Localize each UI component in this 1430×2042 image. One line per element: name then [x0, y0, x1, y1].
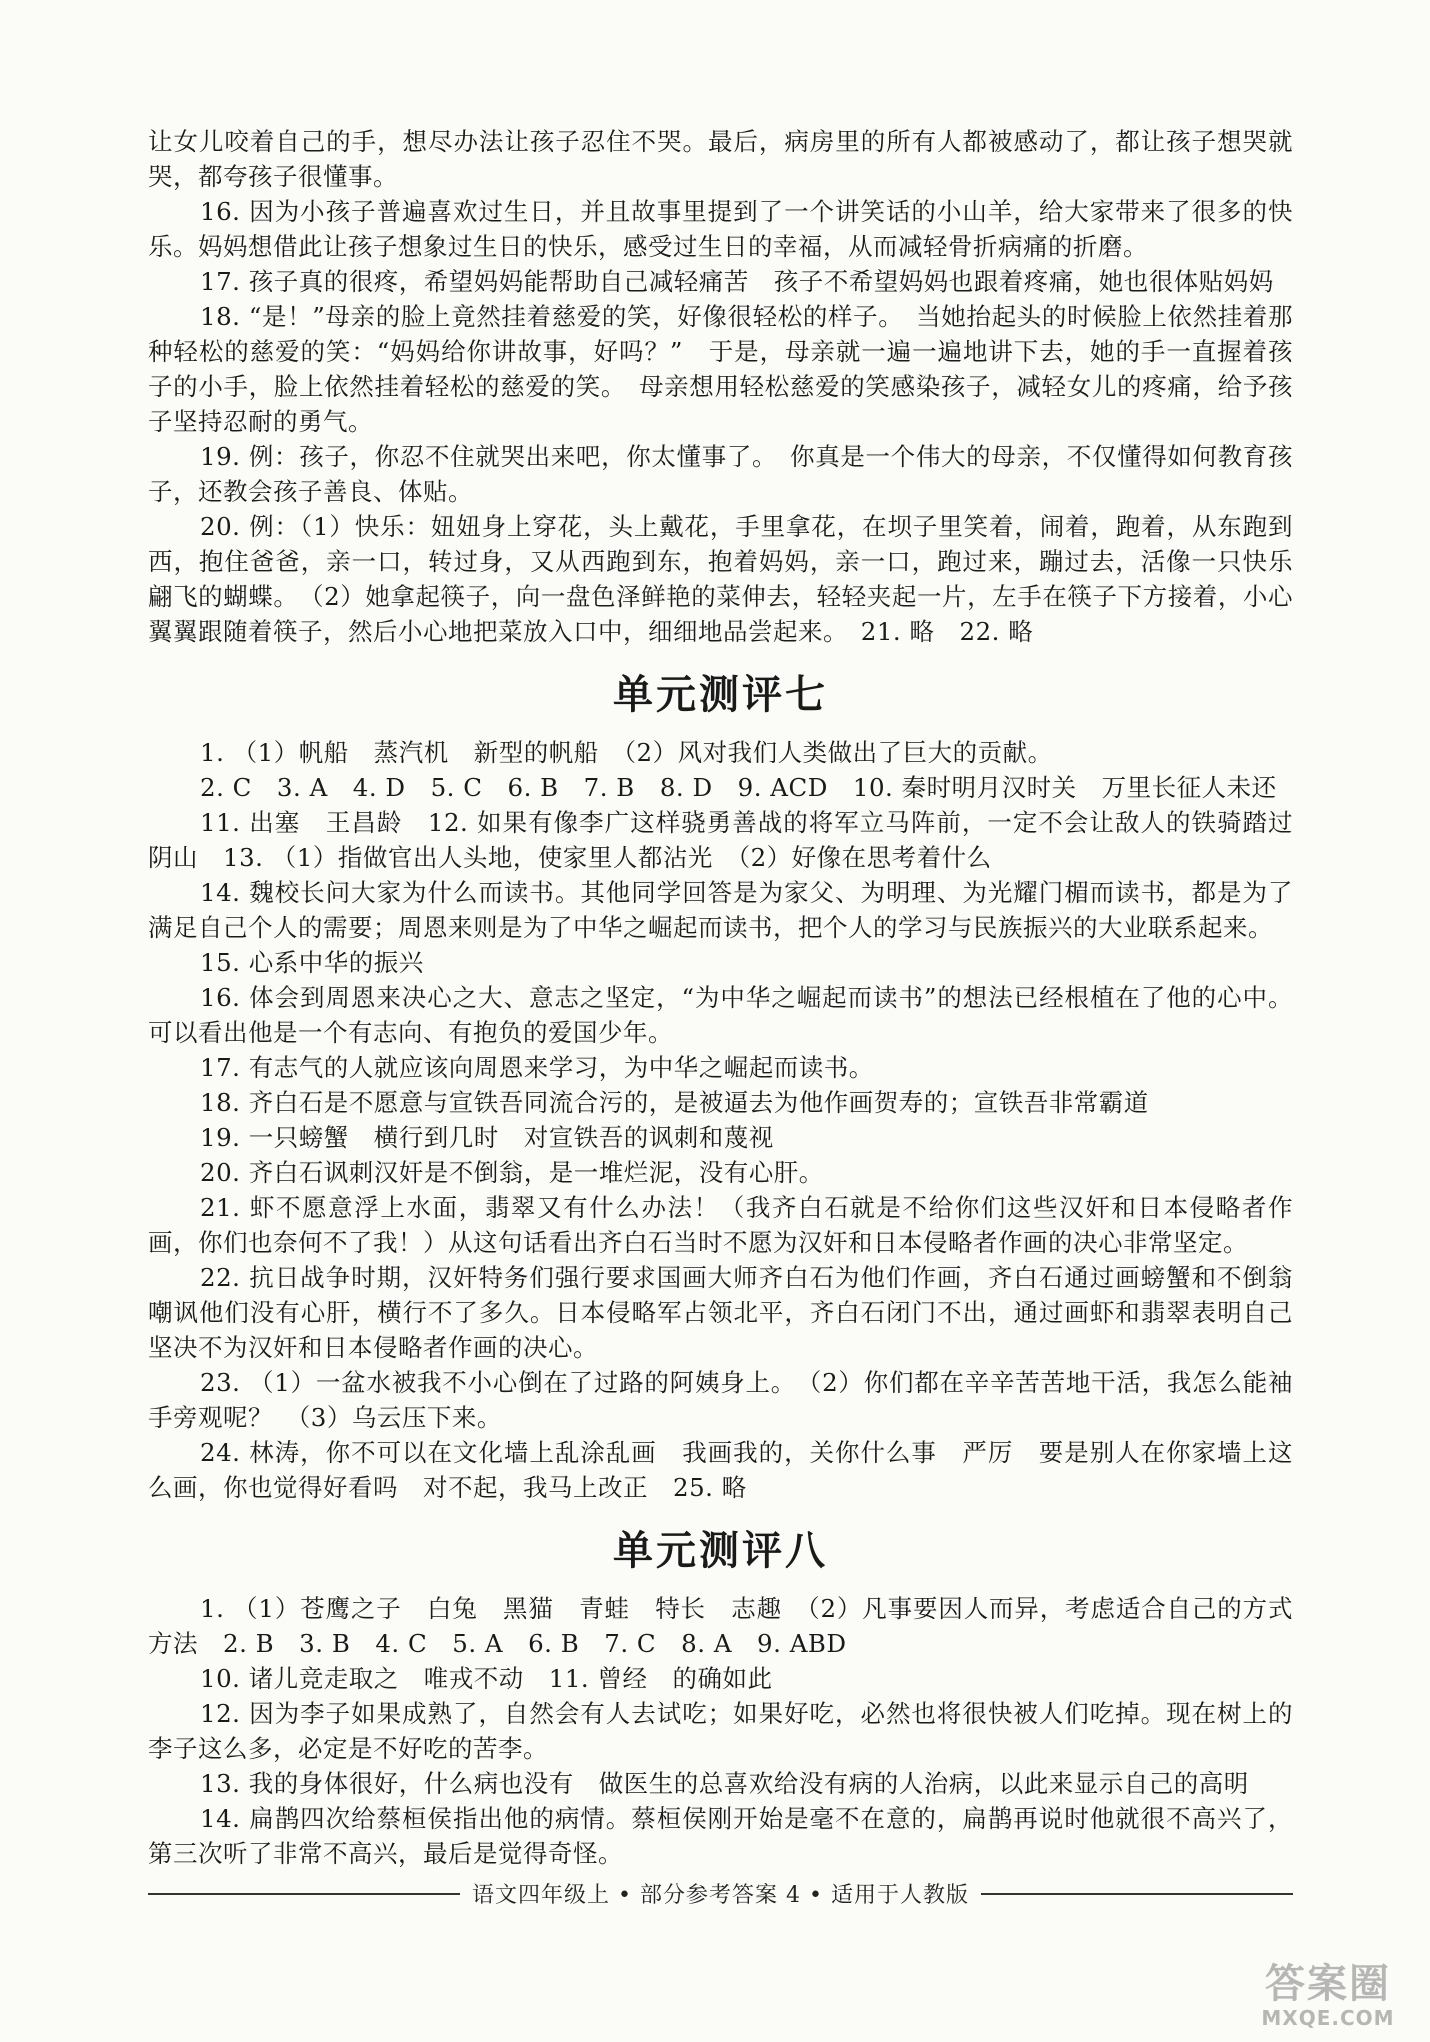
answer-page [148, 124, 1293, 1871]
answer-paragraph: 1. （1）帆船 蒸汽机 新型的帆船 （2）风对我们人类做出了巨大的贡献。 [200, 738, 1053, 767]
footer-text: 语文四年级上 • 部分参考答案 4 • 适用于人教版 [472, 1883, 969, 1908]
answer-paragraph: 20. 例：（1）快乐：妞妞身上穿花，头上戴花，手里拿花，在坝子里笑着，闹着，跑着，从东跑到西，抱住爸爸，亲一口，转过身，又从西跑到东，抱着妈妈，亲一口，跑过来，蹦过去，活像一只快乐翩飞的蝴蝶。 （2）她拿起筷子，向一盘色泽鲜艳的菜伸去，轻轻夹起一片，左手在筷子下方接着，小心翼翼跟随着筷子，然后小心地把菜放入口中，细细地品尝起来。 21. 略 22. 略 [148, 512, 1293, 646]
answer-paragraph: 13. 我的身体很好，什么病也没有 做医生的总喜欢给没有病的人治病，以此来显示自己的高明 [200, 1769, 1249, 1798]
answer-paragraph: 20. 齐白石讽刺汉奸是不倒翁，是一堆烂泥，没有心肝。 [200, 1158, 824, 1187]
answer-paragraph: 11. 出塞 王昌龄 12. 如果有像李广这样骁勇善战的将军立马阵前，一定不会让敌人的铁骑踏过阴山 13. （1）指做官出人头地，使家里人都沾光 （2）好像在思考着什么 [148, 808, 1293, 872]
section-prev-answers [148, 124, 1293, 649]
watermark-logo [1248, 1962, 1408, 2030]
answer-paragraph: 17. 孩子真的很疼，希望妈妈能帮助自己减轻痛苦 孩子不希望妈妈也跟着疼痛，她也很体贴妈妈 [200, 267, 1274, 296]
section-heading-unit-8: 单元测评八 [613, 1528, 828, 1574]
answer-paragraph: 19. 一只螃蟹 横行到几时 对宣铁吾的讽刺和蔑视 [200, 1123, 774, 1152]
answer-paragraph: 23. （1）一盆水被我不小心倒在了过路的阿姨身上。 （2）你们都在辛辛苦苦地干活，我怎么能袖手旁观呢？ （3）乌云压下来。 [148, 1368, 1293, 1432]
footer-rule-left [148, 1893, 460, 1895]
answer-paragraph: 16. 体会到周恩来决心之大、意志之坚定，“为中华之崛起而读书”的想法已经根植在了他的心中。可以看出他是一个有志向、有抱负的爱国少年。 [148, 983, 1293, 1047]
answer-paragraph: 24. 林涛，你不可以在文化墙上乱涂乱画 我画我的，关你什么事 严厉 要是别人在你家墙上这么画，你也觉得好看吗 对不起，我马上改正 25. 略 [148, 1438, 1293, 1502]
answer-paragraph: 21. 虾不愿意浮上水面，翡翠又有什么办法！（我齐白石就是不给你们这些汉奸和日本侵略者作画，你们也奈何不了我！）从这句话看出齐白石当时不愿为汉奸和日本侵略者作画的决心非常坚定。 [148, 1193, 1293, 1257]
answer-paragraph: 1. （1）苍鹰之子 白兔 黑猫 青蛙 特长 志趣 （2）凡事要因人而异，考虑适合自己的方式方法 2. B 3. B 4. C 5. A 6. B 7. C 8. A 9. ABD [148, 1594, 1293, 1658]
answer-paragraph: 18. 齐白石是不愿意与宣铁吾同流合污的，是被逼去为他作画贺寿的；宣铁吾非常霸道 [200, 1088, 1149, 1117]
answer-paragraph: 10. 诸儿竞走取之 唯戎不动 11. 曾经 的确如此 [200, 1664, 773, 1693]
answer-paragraph: 14. 魏校长问大家为什么而读书。其他同学回答是为家父、为明理、为光耀门楣而读书，都是为了满足自己个人的需要；周恩来则是为了中华之崛起而读书，把个人的学习与民族振兴的大业联系起来。 [148, 878, 1293, 942]
answer-paragraph: 17. 有志气的人就应该向周恩来学习，为中华之崛起而读书。 [200, 1053, 874, 1082]
answer-paragraph: 14. 扁鹊四次给蔡桓侯指出他的病情。蔡桓侯刚开始是毫不在意的，扁鹊再说时他就很不高兴了，第三次听了非常不高兴，最后是觉得奇怪。 [148, 1804, 1293, 1868]
answer-paragraph: 19. 例：孩子，你忍不住就哭出来吧，你太懂事了。 你真是一个伟大的母亲，不仅懂得如何教育孩子，还教会孩子善良、体贴。 [148, 442, 1293, 506]
answer-paragraph: 12. 因为李子如果成熟了，自然会有人去试吃；如果好吃，必然也将很快被人们吃掉。现在树上的李子这么多，必定是不好吃的苦李。 [148, 1699, 1293, 1763]
answer-paragraph: 2. C 3. A 4. D 5. C 6. B 7. B 8. D 9. ACD 10. 秦时明月汉时关 万里长征人未还 [200, 773, 1277, 802]
page-footer [148, 1878, 1293, 1909]
section-unit-7-answers [148, 735, 1293, 1505]
answer-paragraph: 15. 心系中华的振兴 [200, 948, 424, 977]
section-heading-unit-7: 单元测评七 [613, 672, 828, 718]
watermark-url: MXQE.COM [1261, 2006, 1395, 2030]
answer-paragraph: 18. “是！”母亲的脸上竟然挂着慈爱的笑，好像很轻松的样子。 当她抬起头的时候脸上依然挂着那种轻松的慈爱的笑：“妈妈给你讲故事，好吗？” 于是，母亲就一遍一遍地讲下去，她的手一直握着孩子的小手，脸上依然挂着轻松的慈爱的笑。 母亲想用轻松慈爱的笑感染孩子，减轻女儿的疼痛，给予孩子坚持忍耐的勇气。 [148, 302, 1293, 436]
footer-rule-right [981, 1893, 1293, 1895]
answer-paragraph: 16. 因为小孩子普遍喜欢过生日，并且故事里提到了一个讲笑话的小山羊，给大家带来了很多的快乐。妈妈想借此让孩子想象过生日的快乐，感受过生日的幸福，从而减轻骨折病痛的折磨。 [148, 197, 1293, 261]
watermark-logo-text: 答案圈 [1265, 1961, 1391, 2007]
answer-paragraph: 22. 抗日战争时期，汉奸特务们强行要求国画大师齐白石为他们作画，齐白石通过画螃蟹和不倒翁嘲讽他们没有心肝，横行不了多久。日本侵略军占领北平，齐白石闭门不出，通过画虾和翡翠表明自己坚决不为汉奸和日本侵略者作画的决心。 [148, 1263, 1293, 1362]
section-unit-8-answers [148, 1591, 1293, 1871]
answer-paragraph: 让女儿咬着自己的手，想尽办法让孩子忍住不哭。最后，病房里的所有人都被感动了，都让孩子想哭就哭，都夸孩子很懂事。 [148, 127, 1293, 191]
